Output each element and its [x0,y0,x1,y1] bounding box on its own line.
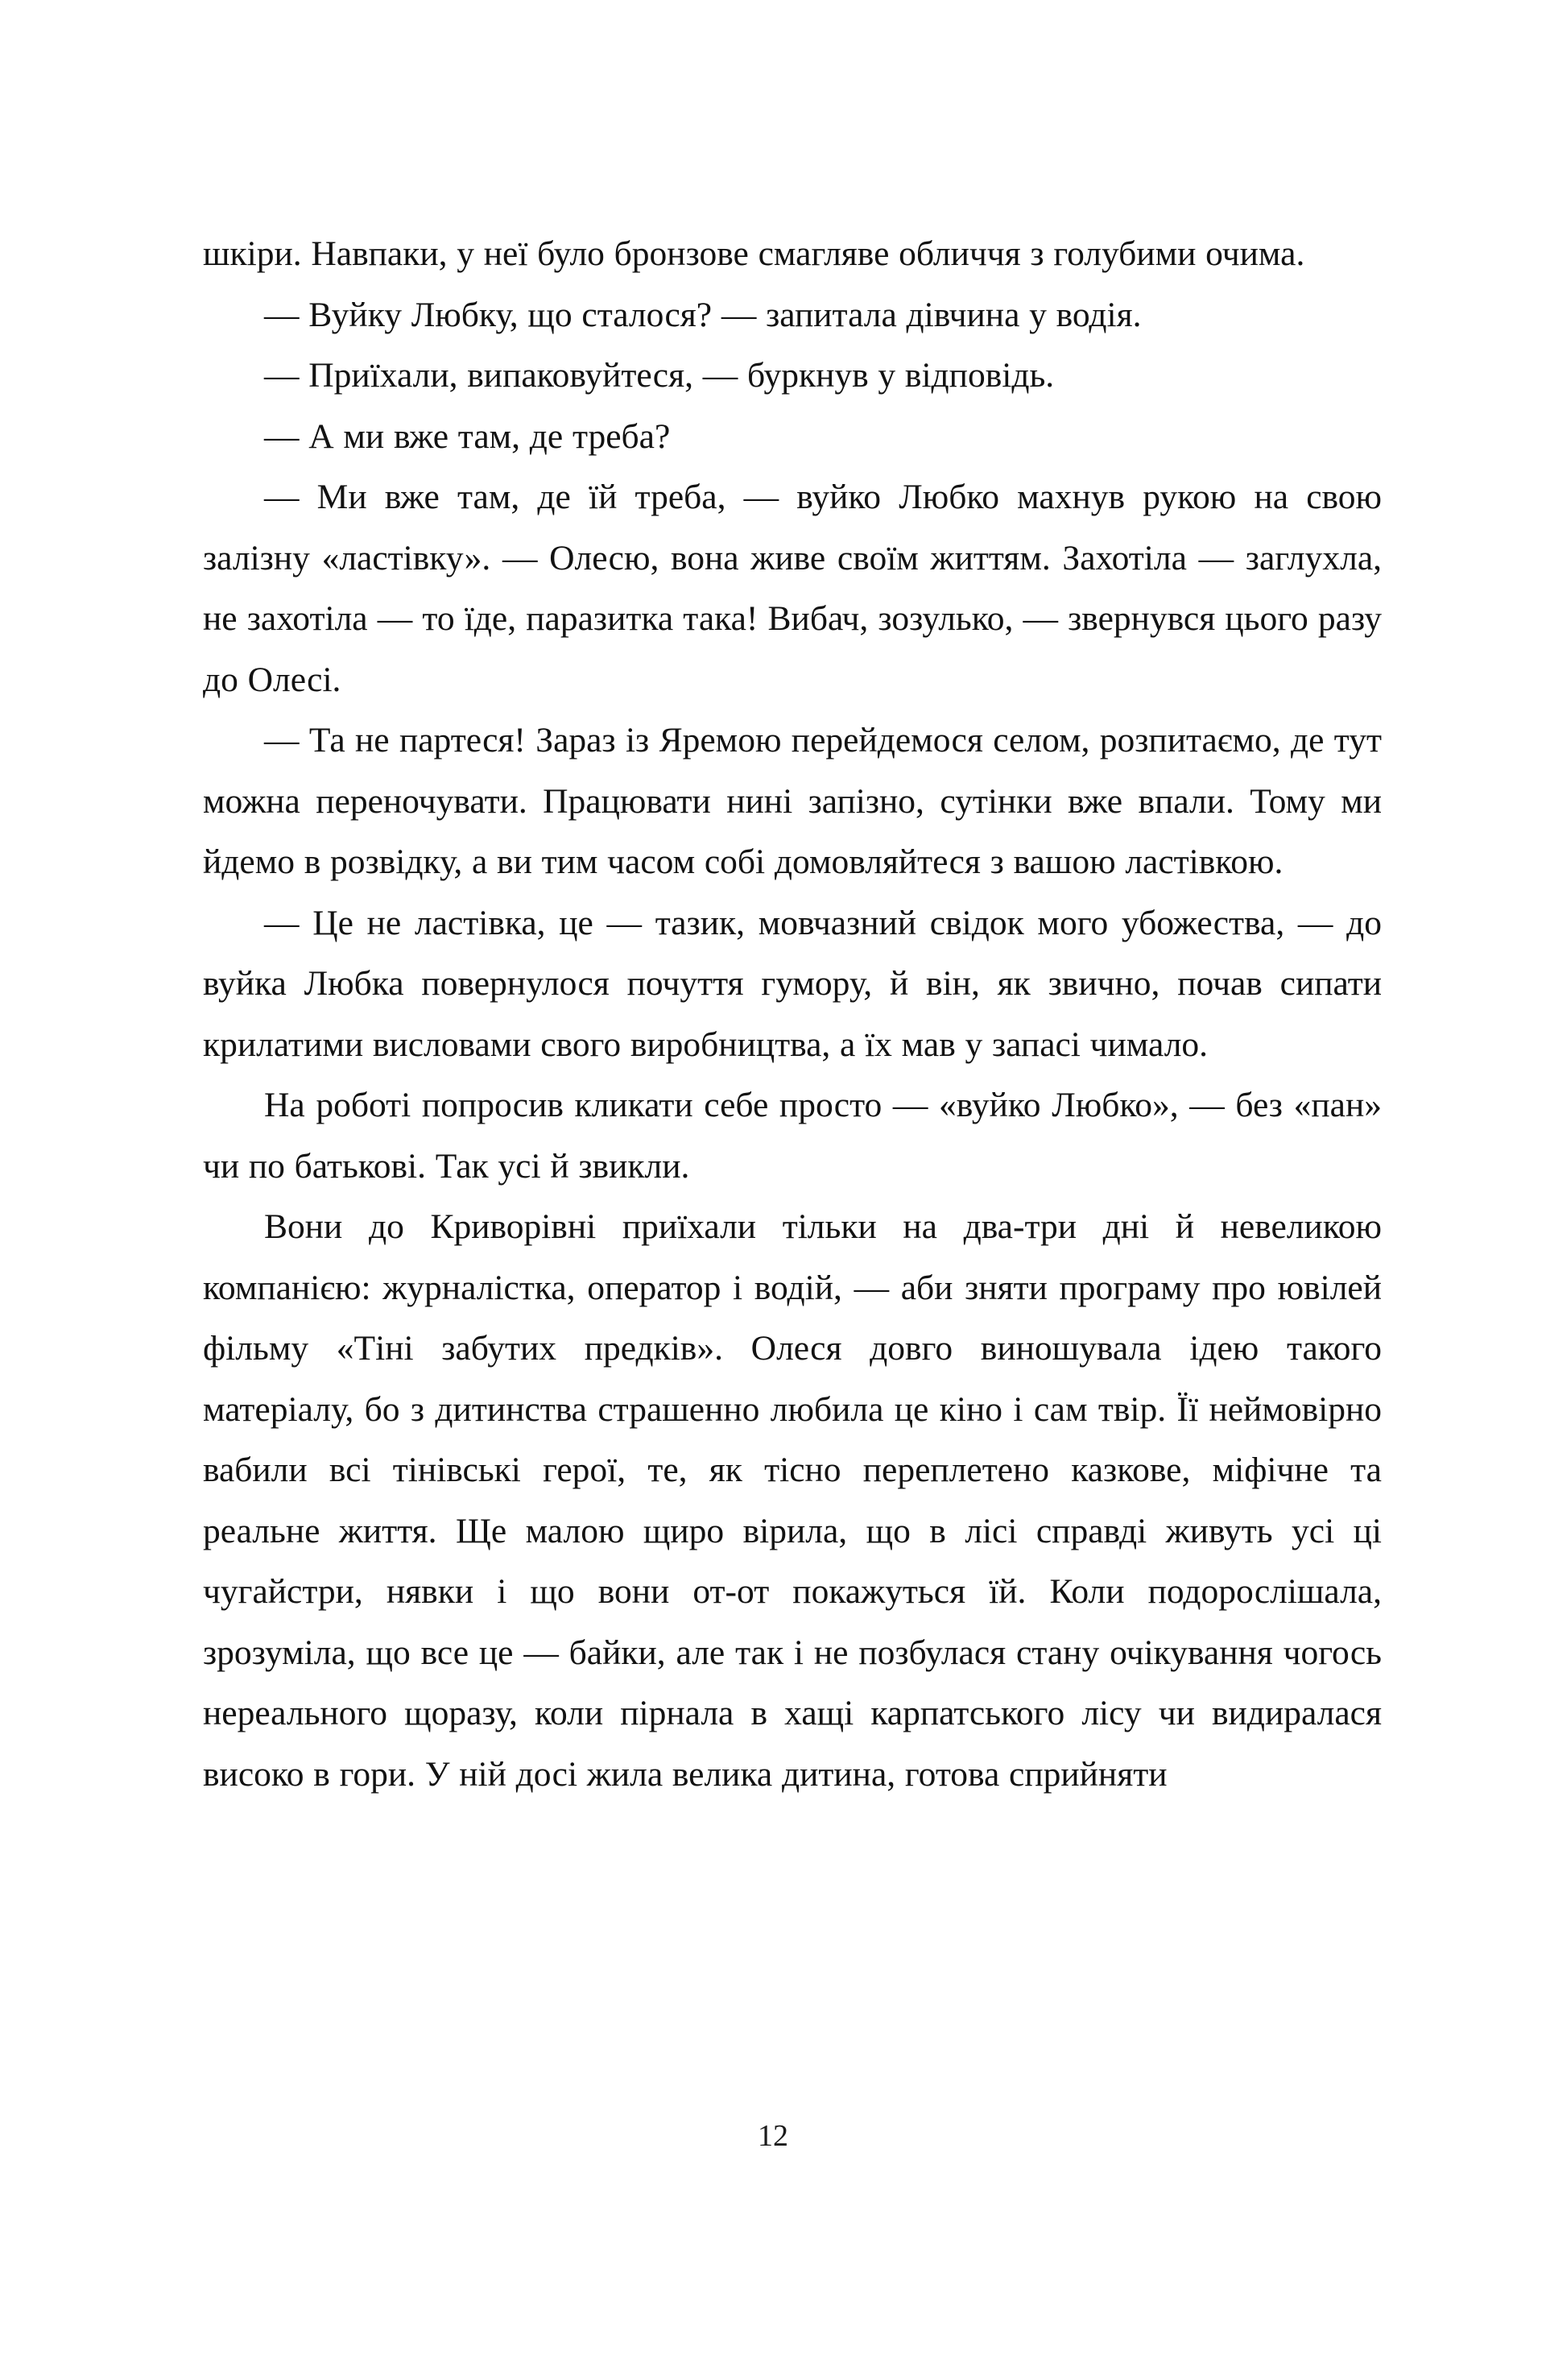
paragraph-dialogue: — Приїхали, випаковуйтеся, — буркнув у відповідь. [264,356,1055,395]
paragraph-body: На роботі попросив кликати себе просто — «вуйко Любко», — без «пан» чи по батькові. Так усі й звикли. [203,1086,1382,1186]
paragraph-body: Вони до Криворівні приїхали тільки на два-три дні й невеликою компанією: журналістка, оператор і водій, — аби зняти програму про ювілей фільму «Тіні забутих предків». Олеся довго виношувала ідею такого матеріалу, бо з дитинства страшенно любила це кіно і сам твір. Її неймовірно вабили всі тінівські герої, те, як тісно переплетено казкове, міфічне та реальне життя. Ще малою щиро вірила, що в лісі справді живуть усі ці чугайстри, нявки і що вони от-от покажуться їй. Коли подорослішала, зрозуміла, що все це — байки, але так і не позбулася стану очікування чогось нереального щоразу, коли пірнала в хащі карпатського лісу чи видиралася високо в гори. У ній досі жила велика дитина, готова сприйняти [203,1207,1382,1794]
page-text-block [203,224,1382,1805]
paragraph-dialogue: — Та не партеся! Зараз із Яремою перейдемося селом, розпитаємо, де тут можна переночувати. Працювати нині запізно, сутінки вже впали. Тому ми йдемо в розвідку, а ви тим часом собі домовляйтеся з вашою ластівкою. [203,721,1382,881]
paragraph-dialogue: — Вуйку Любку, що сталося? — запитала дівчина у водія. [264,295,1142,334]
paragraph-dialogue: — Це не ластівка, це — тазик, мовчазний свідок мого убожества, — до вуйка Любка повернулося почуття гумору, й він, як звично, почав сипати крилатими висловами свого виробництва, а їх мав у запасі чимало. [203,903,1382,1064]
page-number: 12 [758,2119,788,2153]
paragraph-dialogue: — Ми вже там, де їй треба, — вуйко Любко махнув рукою на свою залізну «ластівку». — Олесю, вона живе своїм життям. Захотіла — заглухла, не захотіла — то їде, паразитка така! Вибач, зозулько, — звернувся цього разу до Олесі. [203,478,1382,699]
paragraph-continuation: шкіри. Навпаки, у неї було бронзове смагляве обличчя з голубими очима. [203,234,1305,273]
paragraph-dialogue: — А ми вже там, де треба? [264,416,671,456]
